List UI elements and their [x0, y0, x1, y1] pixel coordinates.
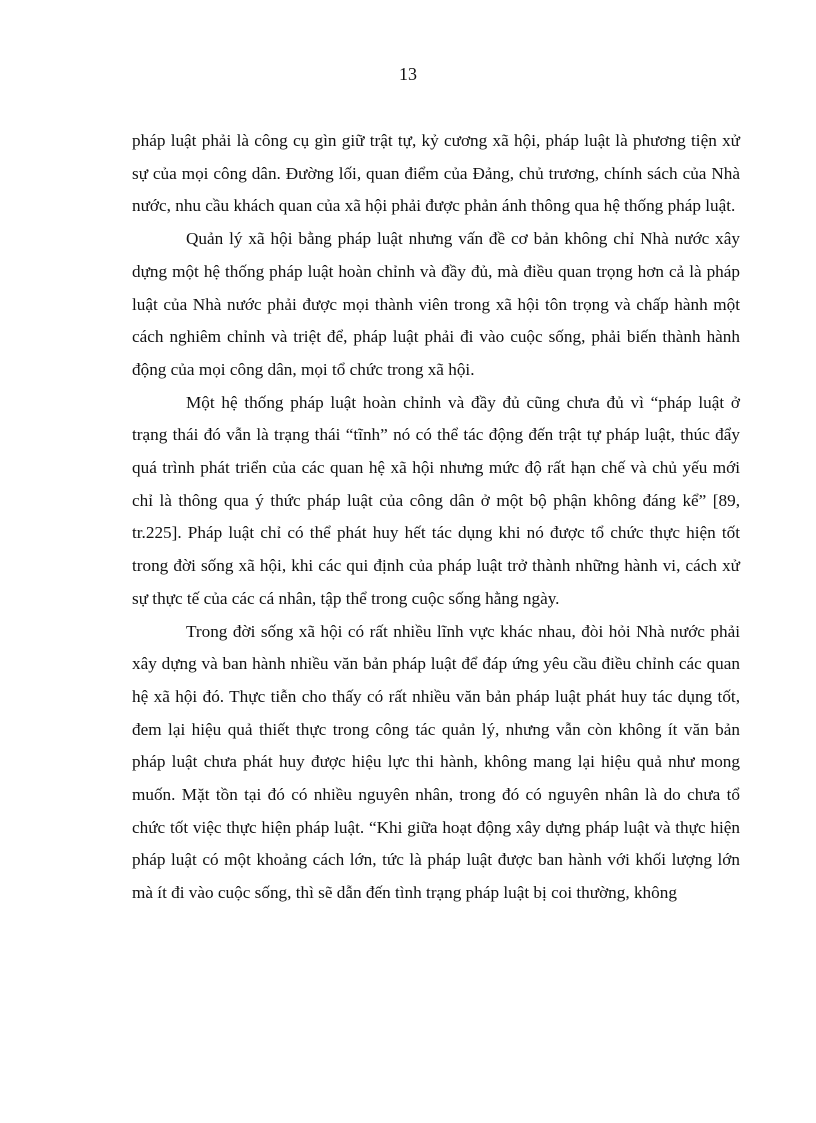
paragraph: Quản lý xã hội bằng pháp luật nhưng vấn đề cơ bản không chỉ Nhà nước xây dựng một hệ thống pháp luật hoàn chỉnh và đầy đủ, mà điều quan trọng hơn cả là pháp luật của Nhà nước phải được mọi thành viên trong xã hội tôn trọng và chấp hành một cách nghiêm chỉnh và triệt để, pháp luật phải đi vào cuộc sống, phải biến thành hành động của mọi công dân, mọi tổ chức trong xã hội.	[132, 229, 740, 379]
page-number: 13	[399, 64, 417, 84]
paragraph: Trong đời sống xã hội có rất nhiều lĩnh vực khác nhau, đòi hỏi Nhà nước phải xây dựng và ban hành nhiều văn bản pháp luật để đáp ứng yêu cầu điều chỉnh các quan hệ xã hội đó. Thực tiễn cho thấy có rất nhiều văn bản pháp luật phát huy tác dụng tốt, đem lại hiệu quả thiết thực trong công tác quản lý, nhưng vẫn còn không ít văn bản pháp luật chưa phát huy được hiệu lực thi hành, không mang lại hiệu quả như mong muốn. Mặt tồn tại đó có nhiều nguyên nhân, trong đó có nguyên nhân là do chưa tổ chức tốt việc thực hiện pháp luật. “Khi giữa hoạt động xây dựng pháp luật và thực hiện pháp luật có một khoảng cách lớn, tức là pháp luật được ban hành với khối lượng lớn mà ít đi vào cuộc sống, thì sẽ dẫn đến tình trạng pháp luật bị coi thường, không	[132, 621, 740, 903]
paragraph: Một hệ thống pháp luật hoàn chỉnh và đầy đủ cũng chưa đủ vì “pháp luật ở trạng thái đó vẫn là trạng thái “tĩnh” nó có thể tác động đến trật tự pháp luật, thúc đẩy quá trình phát triển của các quan hệ xã hội nhưng mức độ rất hạn chế và chủ yếu mới chỉ là thông qua ý thức pháp luật của công dân ở một bộ phận không đáng kể” [89, tr.225]. Pháp luật chỉ có thể phát huy hết tác dụng khi nó được tổ chức thực hiện tốt trong đời sống xã hội, khi các qui định của pháp luật trở thành những hành vi, cách xử sự thực tế của các cá nhân, tập thể trong cuộc sống hằng ngày.	[132, 392, 740, 608]
paragraph-continuation: pháp luật phải là công cụ gìn giữ trật tự, kỷ cương xã hội, pháp luật là phương tiện xử sự của mọi công dân. Đường lối, quan điểm của Đảng, chủ trương, chính sách của Nhà nước, nhu cầu khách quan của xã hội phải được phản ánh thông qua hệ thống pháp luật.	[132, 131, 740, 216]
document-body	[132, 125, 740, 910]
